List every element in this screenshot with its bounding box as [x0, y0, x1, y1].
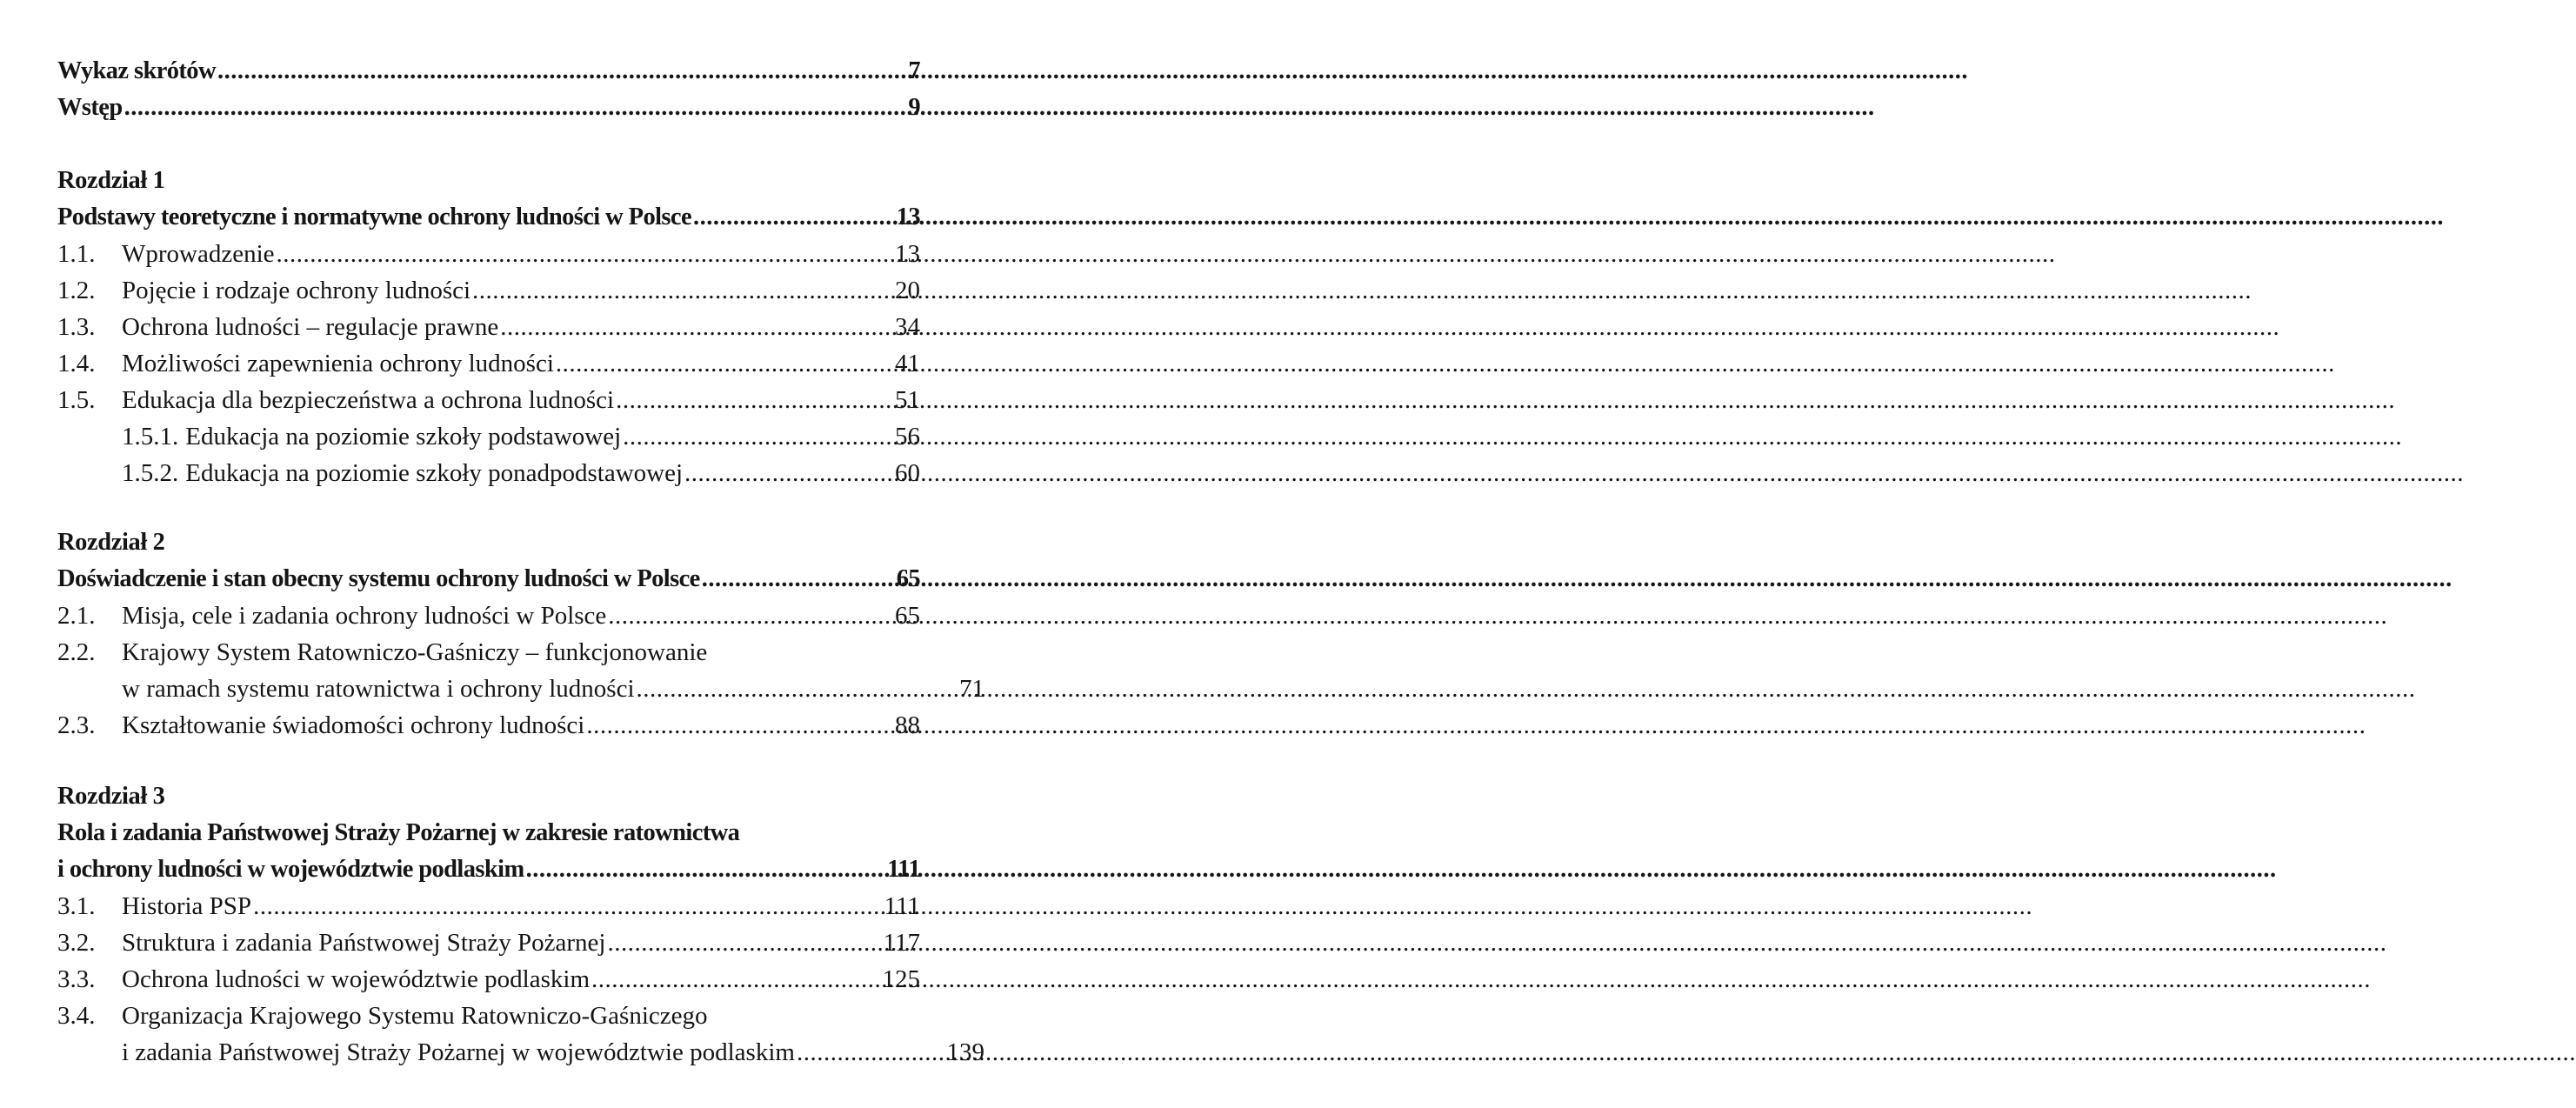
section-number: 2.1.: [57, 602, 96, 630]
toc-page-number: 20: [895, 277, 920, 304]
chapter-label: Rozdział 1: [57, 167, 165, 194]
section-title: Możliwości zapewnienia ochrony ludności: [122, 350, 554, 377]
toc-page-number: 13: [896, 204, 920, 230]
section-title-line-2: w ramach systemu ratownictwa i ochrony ludności: [122, 675, 635, 703]
section-number: 1.4.: [57, 350, 96, 377]
toc-page-number: 117: [883, 929, 920, 957]
chapter-title: [57, 200, 920, 235]
dot-leader: [217, 54, 906, 89]
dot-leader: [253, 889, 883, 924]
toc-page-number: 65: [895, 602, 920, 630]
toc-entry-continuation: [57, 671, 984, 706]
toc-subentry: [57, 419, 920, 454]
toc-entry: [57, 889, 920, 924]
dot-leader: [124, 90, 907, 125]
toc-entry: [57, 598, 920, 633]
toc-subentry: [57, 456, 920, 491]
toc-entry: [57, 998, 920, 1033]
chapter-title-text: i ochrony ludności w województwie podlaskim: [57, 856, 524, 883]
chapter-label: Rozdział 3: [57, 783, 165, 810]
dot-leader: [684, 456, 893, 491]
toc-entry: [57, 962, 920, 997]
toc-entry: [57, 346, 920, 381]
section-number: 1.5.: [57, 386, 96, 414]
section-number: 3.1.: [57, 892, 96, 920]
toc-page-number: 60: [895, 459, 920, 487]
subsection-title: Edukacja na poziomie szkoły ponadpodstawowej: [185, 459, 684, 487]
toc-entry-abbreviations: [57, 54, 920, 89]
dot-leader: [608, 598, 893, 633]
section-title: Kształtowanie świadomości ochrony ludności: [122, 711, 585, 739]
dot-leader: [623, 419, 893, 454]
toc-entry: [57, 708, 920, 743]
dot-leader: [702, 562, 895, 597]
toc-page-number: 139: [946, 1038, 984, 1066]
toc-page-number: 71: [959, 675, 984, 703]
toc-page-number: 7: [908, 57, 920, 84]
section-title-line-1: Organizacja Krajowego Systemu Ratowniczo-Gaśniczego: [122, 1002, 708, 1030]
toc-page-number: 34: [895, 313, 920, 341]
section-number: 1.2.: [57, 277, 96, 304]
toc-page-number: 41: [895, 350, 920, 377]
toc-entry-title: Wstęp: [57, 94, 123, 121]
dot-leader: [472, 273, 893, 308]
section-number: 2.2.: [57, 638, 96, 666]
toc-page-number: 56: [895, 423, 920, 451]
toc-entry: [57, 310, 920, 344]
toc-entry-title: Wykaz skrótów: [57, 57, 216, 84]
toc-entry: [57, 383, 920, 417]
dot-leader: [591, 962, 880, 997]
chapter-label: Rozdział 2: [57, 529, 165, 556]
chapter-title-text: Doświadczenie i stan obecny systemu ochrony ludności w Polsce: [57, 565, 700, 592]
section-title: Ochrona ludności – regulacje prawne: [122, 313, 499, 341]
dot-leader: [637, 671, 958, 706]
subsection-title: Edukacja na poziomie szkoły podstawowej: [185, 423, 622, 451]
chapter-title-line-2: [57, 852, 920, 887]
section-title: Historia PSP: [122, 892, 252, 920]
section-number: 3.4.: [57, 1002, 96, 1030]
dot-leader: [797, 1035, 945, 1070]
toc-entry: [57, 273, 920, 308]
toc-entry: [57, 635, 920, 670]
dot-leader: [616, 383, 893, 417]
section-title: Wprowadzenie: [122, 240, 275, 268]
dot-leader: [693, 200, 895, 235]
chapter-title: [57, 562, 920, 597]
section-title: Misja, cele i zadania ochrony ludności w Polsce: [122, 602, 607, 630]
section-number: 1.3.: [57, 313, 96, 341]
table-of-contents: [0, 0, 984, 1108]
dot-leader: [277, 237, 893, 271]
dot-leader: [586, 708, 893, 743]
toc-page-number: 88: [895, 711, 920, 739]
subsection-number: 1.5.1.: [122, 423, 179, 451]
section-number: 1.1.: [57, 240, 96, 268]
section-number: 3.2.: [57, 929, 96, 957]
section-title: Edukacja dla bezpieczeństwa a ochrona ludności: [122, 386, 615, 414]
dot-leader: [607, 925, 881, 960]
toc-entry: [57, 237, 920, 271]
section-title-line-2: i zadania Państwowej Straży Pożarnej w województwie podlaskim: [122, 1038, 795, 1066]
section-title: Ochrona ludności w województwie podlaskim: [122, 965, 591, 993]
section-number: 3.3.: [57, 965, 96, 993]
chapter-title-line-1: [57, 816, 920, 851]
toc-page-number: 9: [908, 94, 920, 121]
toc-page-number: 111: [887, 856, 920, 883]
toc-entry-continuation: [57, 1035, 984, 1070]
chapter-title-text: Podstawy teoretyczne i normatywne ochrony ludności w Polsce: [57, 204, 692, 230]
section-title: Struktura i zadania Państwowej Straży Pożarnej: [122, 929, 606, 957]
chapter-title-text: Rola i zadania Państwowej Straży Pożarnej w zakresie ratownictwa: [57, 819, 740, 846]
section-number: 2.3.: [57, 711, 96, 739]
subsection-number: 1.5.2.: [122, 459, 179, 487]
toc-page-number: 111: [884, 892, 920, 920]
dot-leader: [526, 852, 886, 887]
section-title: Pojęcie i rodzaje ochrony ludności: [122, 277, 471, 304]
toc-page-number: 51: [895, 386, 920, 414]
toc-page-number: 125: [882, 965, 920, 993]
dot-leader: [556, 346, 893, 381]
toc-page-number: 13: [895, 240, 920, 268]
toc-entry-introduction: [57, 90, 920, 125]
section-title-line-1: Krajowy System Ratowniczo-Gaśniczy – funkcjonowanie: [122, 638, 708, 666]
toc-page-number: 65: [896, 565, 920, 592]
dot-leader: [500, 310, 893, 344]
toc-entry: [57, 925, 920, 960]
